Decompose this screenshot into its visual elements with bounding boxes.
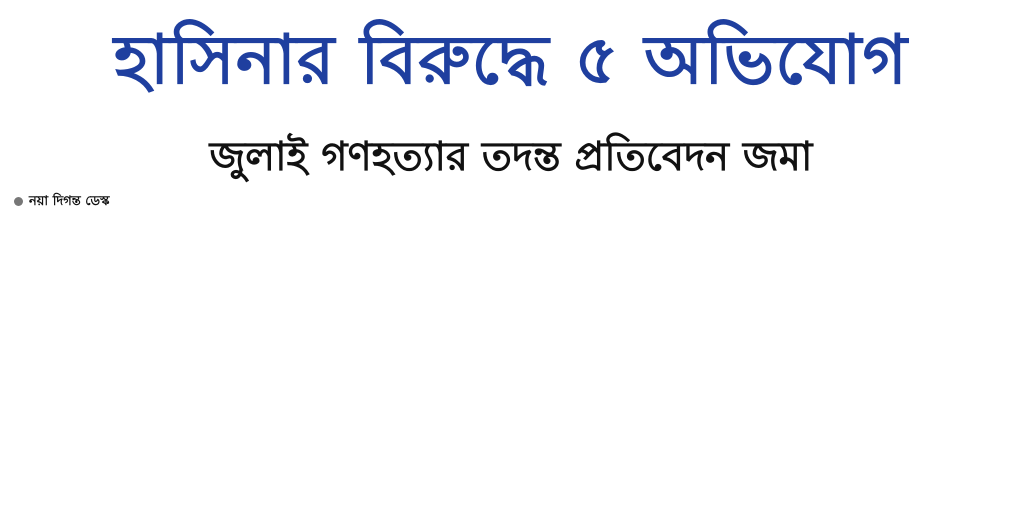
bullet-icon xyxy=(14,197,23,206)
column-3 xyxy=(689,192,1008,522)
column-1 xyxy=(14,192,333,522)
subheadline-block xyxy=(14,122,1008,192)
headline: হাসিনার বিরুদ্ধে ৫ অভিযোগ xyxy=(113,21,909,100)
byline xyxy=(14,192,333,211)
headline-block xyxy=(14,0,1008,122)
byline-text: নয়া দিগন্ত ডেস্ক xyxy=(29,194,110,209)
subheadline: জুলাই গণহত্যার তদন্ত প্রতিবেদন জমা xyxy=(209,134,813,180)
column-2 xyxy=(351,192,670,522)
article-body xyxy=(14,192,1008,522)
